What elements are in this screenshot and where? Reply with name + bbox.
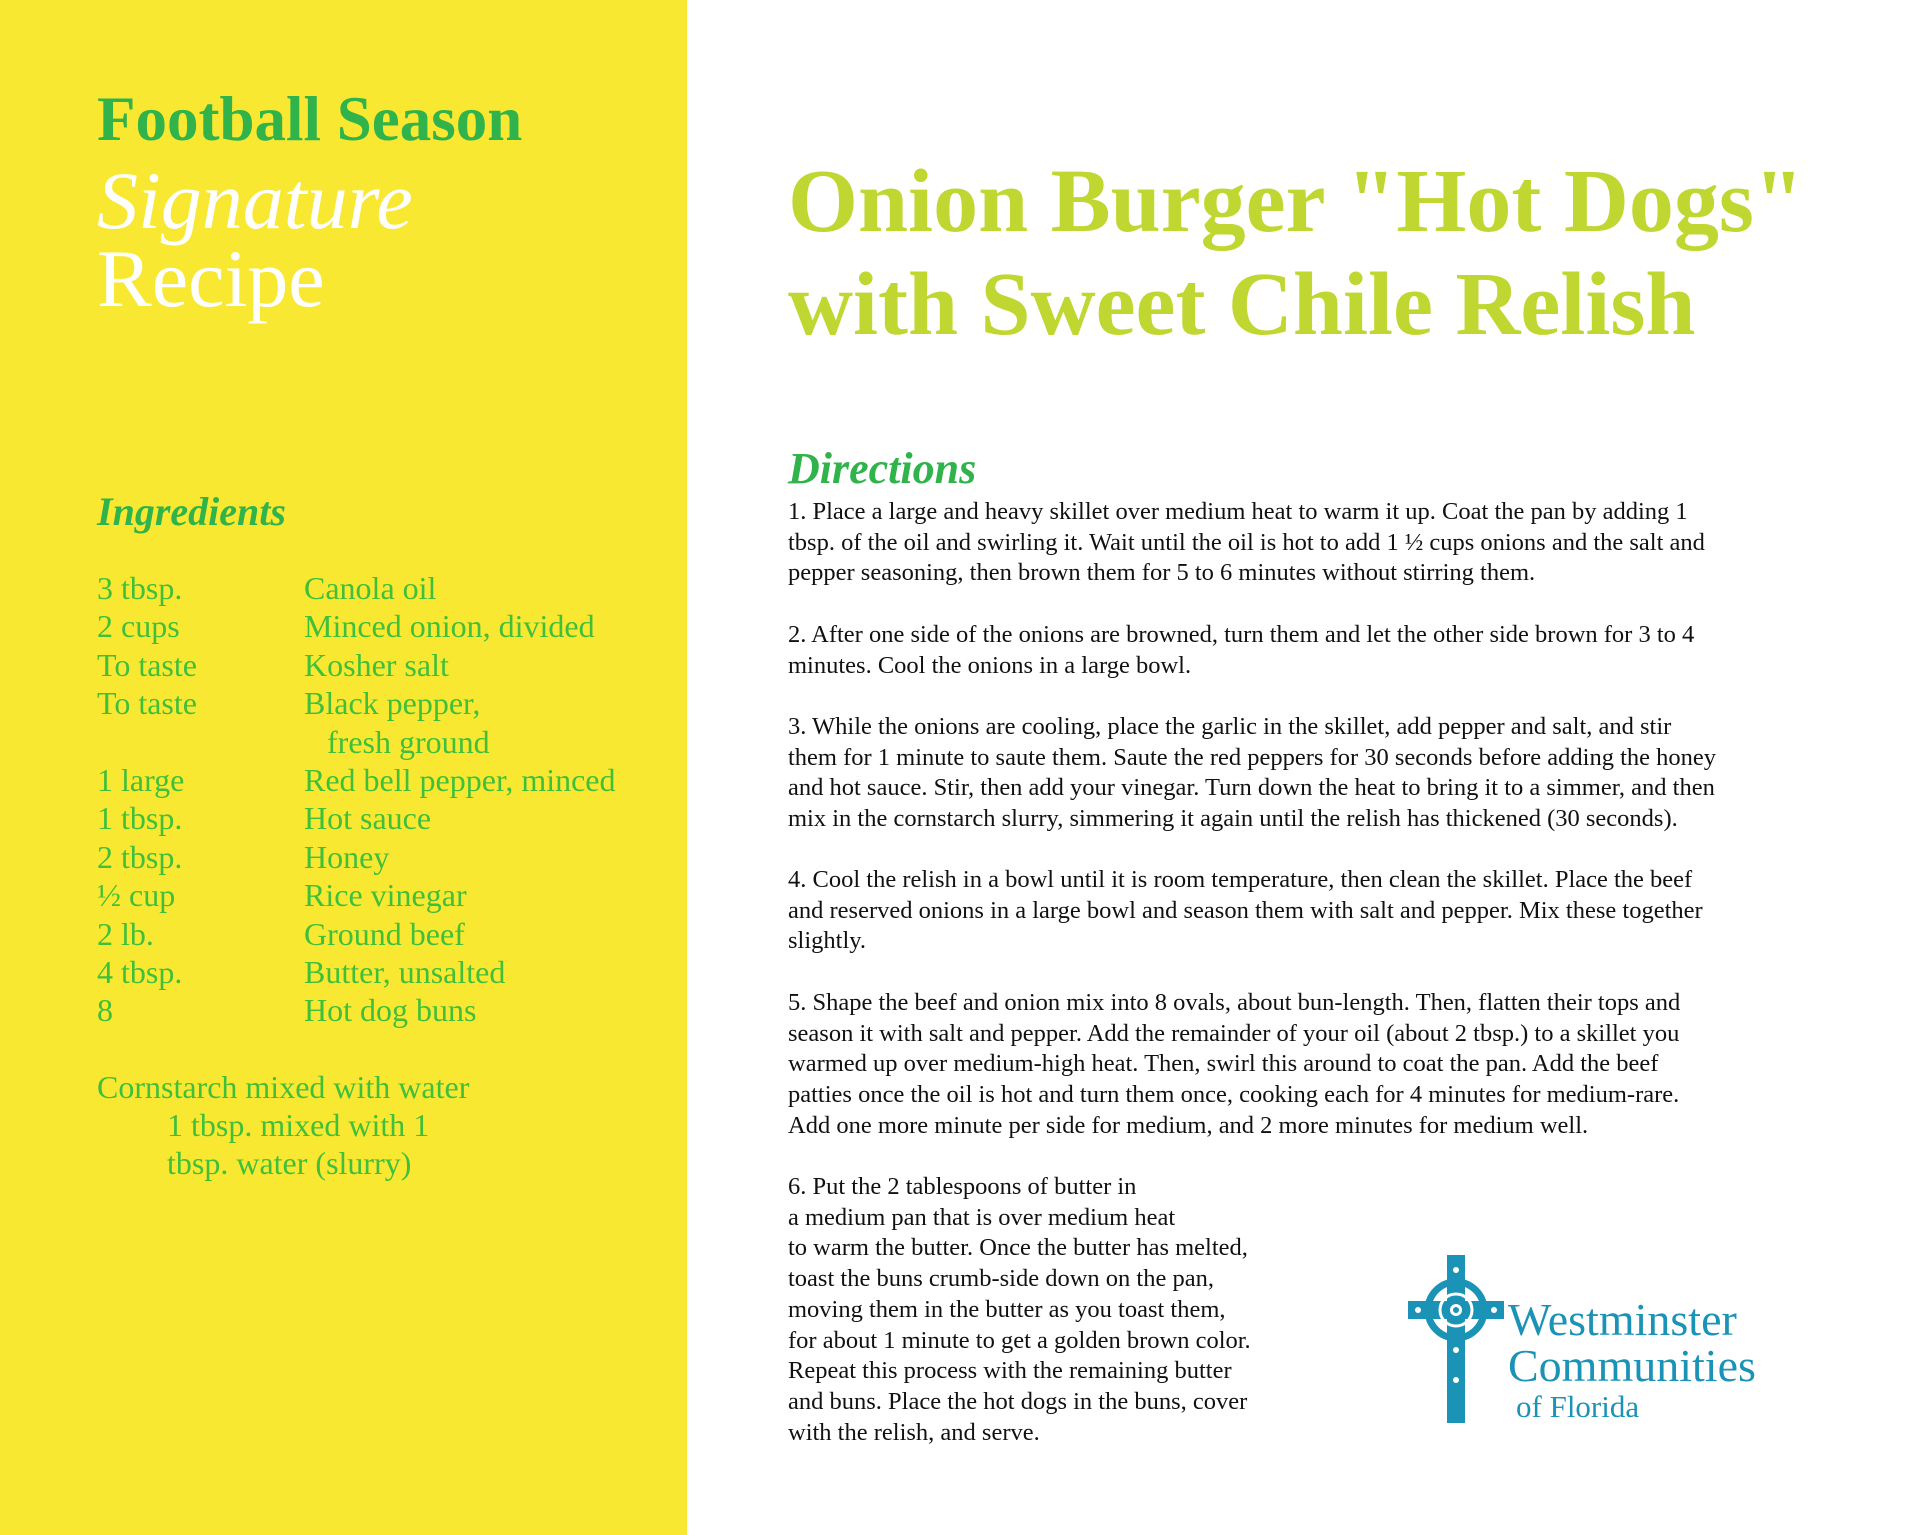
- logo-text-communities: Communities: [1508, 1340, 1756, 1391]
- ingredient-name-continued: fresh ground: [327, 723, 490, 760]
- direction-step-6: 6. Put the 2 tablespoons of butter in a medium pan that is over medium heat to warm the butter. Once the butter has melted, toast the buns crumb-side down on the pan, moving them in the butter as you toast them, for about 1 minute to get a golden brown color. Repeat this process with the remaining butter and buns. Place the hot dogs in the buns, cover with the relish, and serve.: [788, 1173, 1251, 1446]
- ingredient-name: Hot dog buns: [304, 992, 477, 1029]
- ingredient-name: Hot sauce: [304, 800, 432, 837]
- ingredient-name: Honey: [304, 838, 390, 875]
- direction-step-1: 1. Place a large and heavy skillet over medium heat to warm it up. Coat the pan by adding 1 tbsp. of the oil and swirling it. Wait until the oil is hot to add 1 ½ cups onions and the salt and pepper seasoning, then brown them for 5 to 6 minutes without stirring them.: [788, 498, 1705, 587]
- signature-word: Signature: [97, 155, 413, 246]
- ingredient-quantity: 8: [97, 992, 113, 1029]
- direction-step-3: 3. While the onions are cooling, place the garlic in the skillet, add pepper and salt, and stir them for 1 minute to saute them. Saute the red peppers for 30 seconds before adding the honey and hot sauce. Stir, then add your vinegar. Turn down the heat to bring it to a simmer, and then mix in the cornstarch slurry, simmering it again until the relish has thickened (30 seconds).: [788, 713, 1717, 833]
- recipe-word: Recipe: [97, 233, 325, 324]
- ingredient-name: Red bell pepper, minced: [304, 762, 616, 799]
- ingredient-quantity: 3 tbsp.: [97, 570, 183, 606]
- directions-heading: Directions: [788, 444, 977, 493]
- ingredient-row: [97, 684, 677, 761]
- ingredient-row: [97, 799, 677, 837]
- direction-step-4: 4. Cool the relish in a bowl until it is room temperature, then clean the skillet. Place the beef and reserved onions in a large bowl and season them with salt and pepper. Mix these together slightly.: [788, 866, 1703, 955]
- ingredient-quantity: ½ cup: [97, 877, 176, 914]
- celtic-cross-icon: [1408, 1255, 1504, 1423]
- slurry-title: Cornstarch mixed with water: [97, 1069, 470, 1105]
- ingredient-row: [97, 569, 677, 607]
- ingredients-heading: Ingredients: [97, 489, 286, 534]
- ingredient-quantity: 2 lb.: [97, 915, 154, 952]
- ingredient-row: [97, 991, 677, 1029]
- ingredient-quantity: 2 tbsp.: [97, 838, 183, 875]
- ingredient-name: Ground beef: [304, 915, 465, 952]
- season-title: Football Season: [97, 84, 523, 154]
- ingredient-name: Black pepper,: [304, 685, 481, 722]
- direction-step-2: 2. After one side of the onions are browned, turn them and let the other side brown for 3 to 4 minutes. Cool the onions in a large bowl.: [788, 621, 1695, 679]
- ingredient-name: Canola oil: [304, 570, 437, 606]
- westminster-logo: [1408, 1255, 1808, 1425]
- ingredient-name: Kosher salt: [304, 646, 449, 683]
- ingredient-row: [97, 607, 677, 645]
- ingredient-quantity: 2 cups: [97, 608, 180, 645]
- slurry-line-1: 1 tbsp. mixed with 1: [167, 1107, 430, 1143]
- ingredient-row: [97, 876, 677, 914]
- ingredient-row: [97, 646, 677, 684]
- ingredient-row: [97, 915, 677, 953]
- direction-step-5: 5. Shape the beef and onion mix into 8 ovals, about bun-length. Then, flatten their tops and season it with salt and pepper. Add the remainder of your oil (about 2 tbsp.) to a skillet you warmed up over medium-high heat. Then, swirl this around to coat the pan. Add the beef patties once the oil is hot and turn them once, cooking each for 4 minutes for medium-rare. Add one more minute per side for medium, and 2 more minutes for medium well.: [788, 989, 1681, 1139]
- ingredient-name: Minced onion, divided: [304, 608, 595, 645]
- ingredient-list: [97, 569, 677, 1030]
- ingredient-quantity: To taste: [97, 646, 197, 683]
- slurry-line-2: tbsp. water (slurry): [167, 1145, 412, 1181]
- logo-text-of-florida: of Florida: [1516, 1389, 1640, 1424]
- ingredient-row: [97, 953, 677, 991]
- ingredient-row: [97, 761, 677, 799]
- ingredient-quantity: 1 large: [97, 762, 185, 799]
- ingredient-row: [97, 838, 677, 876]
- ingredient-quantity: To taste: [97, 685, 197, 722]
- ingredient-name: Butter, unsalted: [304, 954, 506, 991]
- recipe-title-line-2: with Sweet Chile Relish: [788, 255, 1696, 354]
- recipe-title: [788, 150, 1804, 356]
- ingredient-quantity: 1 tbsp.: [97, 800, 183, 837]
- recipe-title-line-1: Onion Burger "Hot Dogs": [788, 152, 1804, 251]
- logo-text-westminster: Westminster: [1508, 1294, 1737, 1345]
- ingredient-name: Rice vinegar: [304, 877, 467, 914]
- ingredient-quantity: 4 tbsp.: [97, 954, 183, 991]
